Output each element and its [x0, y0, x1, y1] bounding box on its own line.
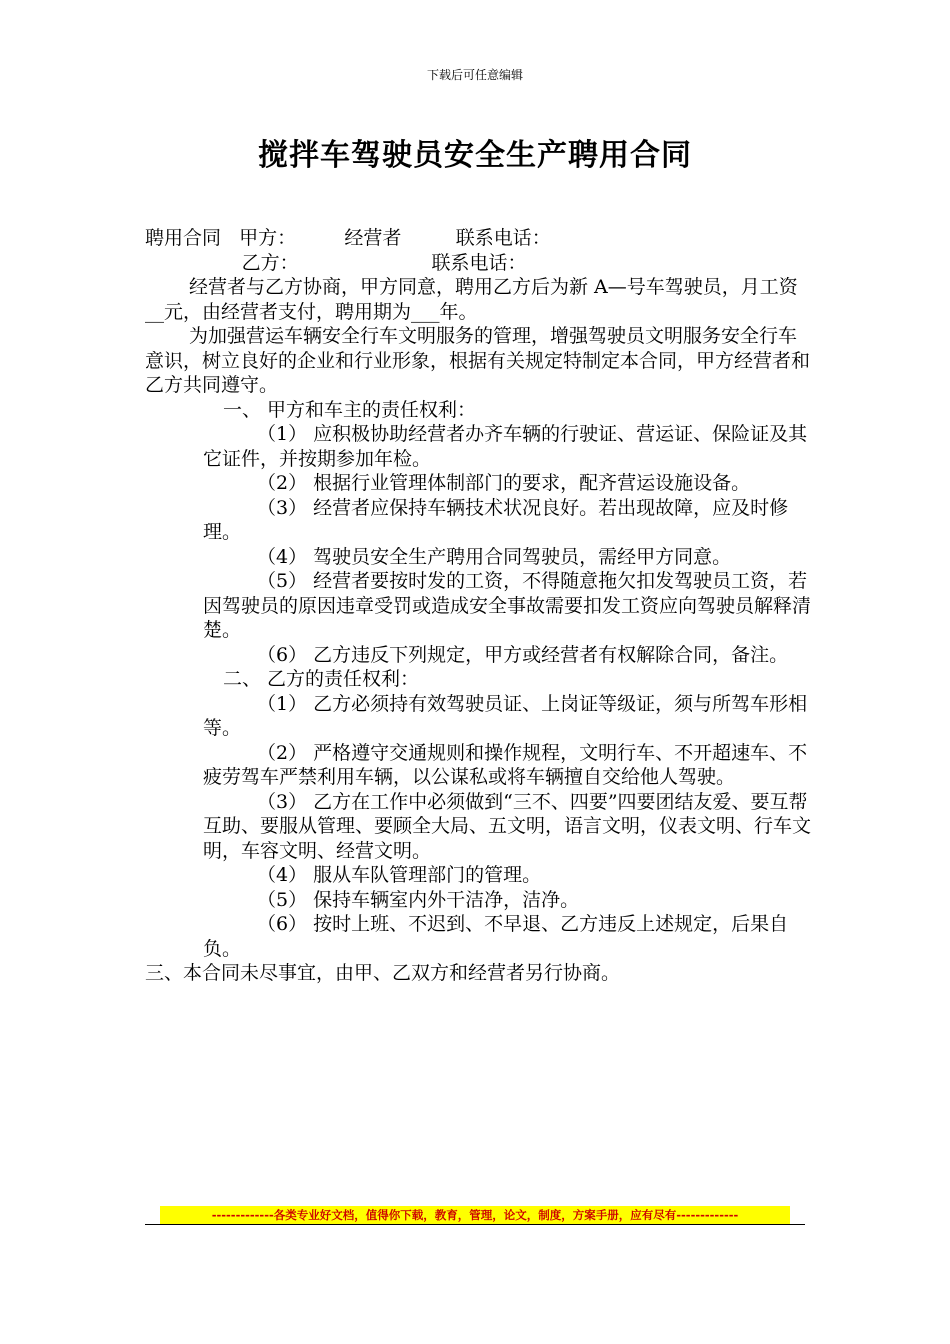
section-3: 三、本合同未尽事宜，由甲、乙双方和经营者另行协商。	[145, 962, 621, 984]
section-2-item: （1） 乙方必须持有效驾驶员证、上岗证等级证，须与所驾车形相等。	[203, 692, 808, 739]
contract-body	[145, 226, 815, 986]
section-2-heading: 二、 乙方的责任权利：	[223, 668, 420, 690]
section-2-item: （2） 严格遵守交通规则和操作规程，文明行车、不开超速车、不疲劳驾车严禁利用车辆，以公谋私或将车辆擅自交给他人驾驶。	[203, 741, 808, 788]
section-1-item: （5） 经营者要按时发的工资，不得随意拖欠扣发驾驶员工资，若因驾驶员的原因违章受罚或造成安全事故需要扣发工资应向驾驶员解释清楚。	[203, 570, 812, 641]
document-title: 搅拌车驾驶员安全生产聘用合同	[258, 138, 692, 173]
section-1-item: （4） 驾驶员安全生产聘用合同驾驶员，需经甲方同意。	[257, 545, 732, 568]
section-2-item: （3） 乙方在工作中必须做到“三不、四要”四要团结友爱、要互帮互助、要服从管理、要顾全大局、五文明，语言文明，仪表文明、行车文明，车容文明、经营文明。	[203, 790, 812, 862]
section-1-item: （1） 应积极协助经营者办齐车辆的行驶证、营运证、保险证及其它证件，并按期参加年检。	[203, 423, 808, 470]
footer-banner: -------------各类专业好文档，值得你下载，教育，管理，论文，制度，方案手册，应有尽有-------------	[160, 1206, 790, 1224]
parties-line-2: 乙方： 联系电话：	[145, 251, 527, 274]
paragraph-purpose: 为加强营运车辆安全行车文明服务的管理，增强驾驶员文明服务安全行车意识，树立良好的企业和行业形象，根据有关规定特制定本合同，甲方经营者和乙方共同遵守。	[145, 325, 811, 396]
section-1-heading: 一、 甲方和车主的责任权利：	[223, 398, 477, 421]
section-2-item: （6） 按时上班、不迟到、不早退、乙方违反上述规定，后果自负。	[203, 913, 789, 960]
section-2-item: （4） 服从车队管理部门的管理。	[257, 864, 542, 886]
footer-divider	[145, 1224, 805, 1225]
parties-line-1: 聘用合同 甲方： 经营者 联系电话：	[145, 227, 551, 249]
paragraph-employment: 经营者与乙方协商，甲方同意，聘用乙方后为新 A—号车驾驶员，月工资__元，由经营者支付，聘用期为___年。	[145, 276, 798, 323]
header-note: 下载后可任意编辑	[426, 68, 523, 82]
section-1-item: （2） 根据行业管理体制部门的要求，配齐营运设施设备。	[257, 472, 751, 494]
section-1-item: （3） 经营者应保持车辆技术状况良好。若出现故障，应及时修理。	[203, 496, 789, 543]
section-2-item: （5） 保持车辆室内外干洁净，洁净。	[257, 888, 580, 911]
section-1-item: （6） 乙方违反下列规定，甲方或经营者有权解除合同，备注。	[257, 643, 789, 666]
